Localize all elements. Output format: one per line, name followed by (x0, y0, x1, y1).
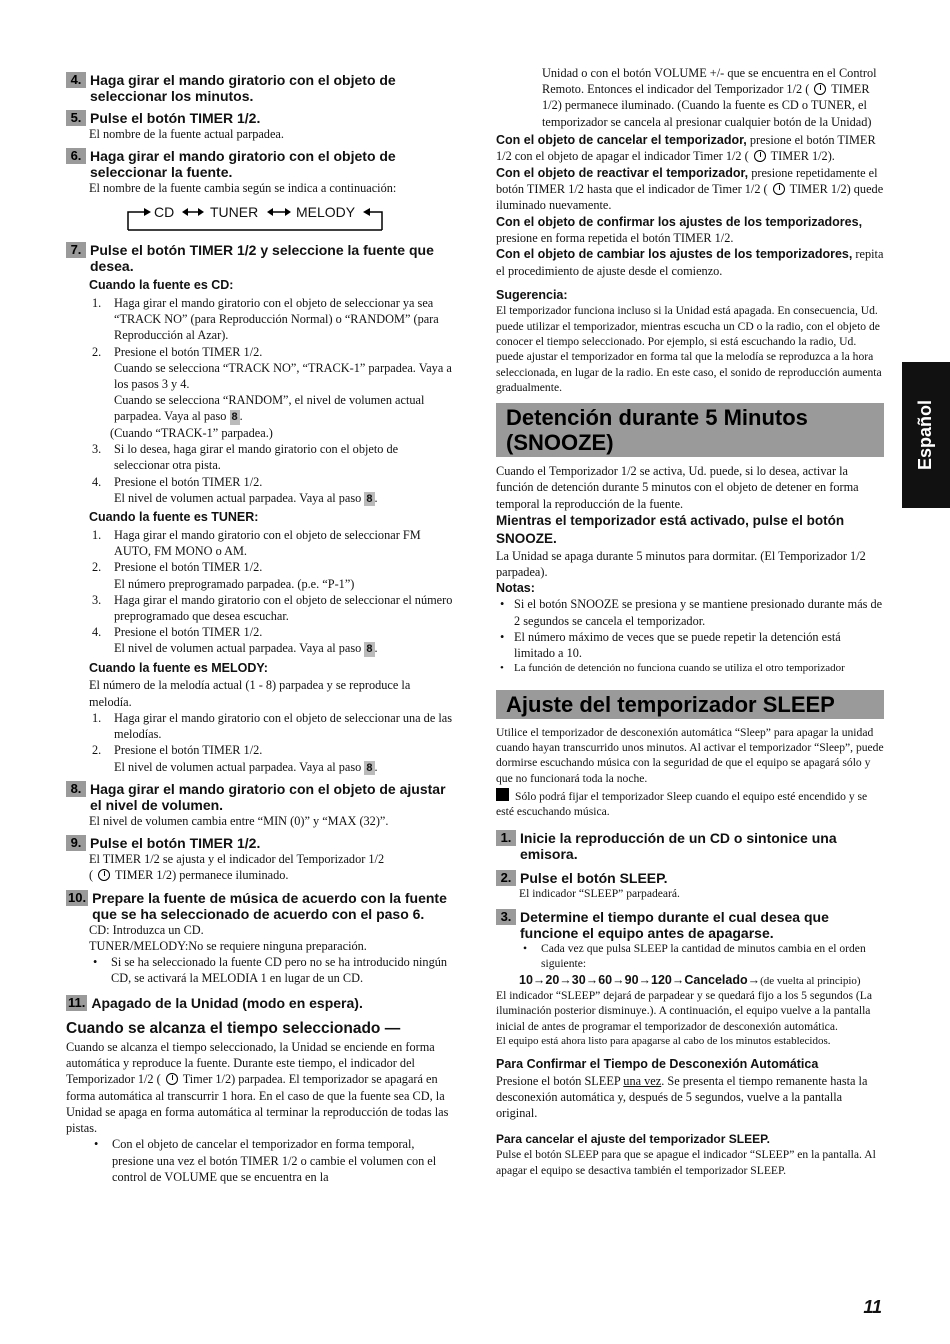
cd-list: 1. Haga girar el mando giratorio con el objeto de seleccionar ya sea “TRACK NO” (para Reproducción Normal) o “RANDOM” (para Reproducción al Azar). 2. Presione el botón TIMER 1/2. Cuando se selecciona “TRACK NO”, “TRACK-1” parpadea. Vaya a los pasos 3 y 4. Cuando se selecciona “RANDOM”, el nivel de volumen actual parpadea. Vaya al paso 8 . (92, 295, 452, 424)
language-tab: Español (902, 362, 950, 508)
step-5: 5. Pulse el botón TIMER 1/2. (66, 110, 454, 126)
timer-clock-icon (98, 869, 110, 881)
flow-melody: MELODY (296, 204, 356, 221)
flow-cd: CD (154, 204, 175, 221)
timer-clock-icon (814, 83, 826, 95)
page-number: 11 (863, 1297, 882, 1317)
sleep-step-3: 3. Determine el tiempo durante el cual desea que funcione el equipo antes de apagarse. (496, 909, 884, 941)
timer-clock-icon (773, 183, 785, 195)
step-9: 9. Pulse el botón TIMER 1/2. (66, 835, 454, 851)
source-cycle-diagram (126, 202, 384, 232)
step-7: 7. Pulse el botón TIMER 1/2 y seleccione la fuente que desea. (66, 242, 454, 274)
left-column: 4. Haga girar el mando giratorio con el objeto de seleccionar los minutos. 5. Pulse el botón TIMER 1/2. El nombre de la fuente actual parpadea. 6. Haga girar el mando giratorio con el objeto de seleccionar la fuente. El nombre de la fuente cambia según se indica a continuación: CD TUNER MELODY 7. Pulse el botón TIMER 1/2 y seleccione la fuente que desea. Cuando la fuente es CD: 1. Haga girar el mando giratorio con el objeto de seleccionar ya sea “TRACK NO” (para Reproducción Normal) o “RANDOM” (para Reproducción al Azar). 2. Presione el botón TIMER 1/2. Cuando se selecciona “TRACK NO”, “TRACK-1” parpadea. Vaya a los pasos 3 y 4. Cuando se selecciona “RANDOM”, el nivel de volumen actual parpadea. Vaya al paso 8 . (Cuando “TRACK-1” parpadea.) 3. Si lo desea, haga girar el mando giratorio con el objeto de seleccionar otra pista. 4. Presione el botón TIMER 1/2. El nivel de volumen actual parpadea. Vaya al paso 8 . Cuando la fuente es TUNER: 1. Haga girar el mando giratorio con el objeto de seleccionar FM AUTO, FM MONO o AM. 2. Presione el botón TIMER 1/2. El número preprogramado parpadea. (p.e. “P-1”) 3. Haga girar el mando giratorio con el objeto de seleccionar el número preprogramado que desea escuchar. 4. Presione el botón TIMER 1/2. El nivel de volumen actual parpadea. Vaya al paso 8 . Cuando la fuente es MELODY: El número de la melodía actual (1 - 8) parpadea y se reproduce la melodía. 1. Haga girar el mando giratorio con el objeto de seleccionar una de las melodías. 2. Presione el botón TIMER 1/2. El nivel de volumen actual parpadea. Vaya al paso 8 . 8. Haga girar el mando giratorio con el objeto de ajustar el nivel de volumen. El nivel de volumen cambia entre “MIN (0)” y “MAX (32)”. 9. Pulse el botón TIMER 1/2. El TIMER 1/2 se ajusta y el indicador del Temporizador 1/2 ( TIMER 1/2) permanece iluminado. 10. Prepare la fuente de música de acuerdo con la fuente que se ha seleccionado de acuerdo con el paso 6. CD: Introduzca un CD. TUNER/MELODY:No se requiere ninguna preparación. • Si se ha seleccionado la fuente CD pero no se ha introducido ningún CD, se activará la MELODIA 1 en lugar de un CD. 11. Apagado de la Unidad (modo en espera). Cuando se alcanza el tiempo seleccionado — Cuando se alcanza el tiempo seleccionado, la Unidad se enciende en forma automática y reproduce la fuente. Durante este tiempo, el indicador del Temporizador 1/2 ( Timer 1/2) parpadea. El temporizador se apagará en forma automática al transcurrir 1 hora. En el caso de que la fuente sea CD, la Unidad se apaga en forma automática al terminar la reproducción de todas las pistas. • Con el objeto de cancelar el temporizador en forma temporal, presione una vez el botón TIMER 1/2 o cambie el volumen con el control de VOLUME que se encuentra en la (66, 68, 454, 1185)
step-8: 8. Haga girar el mando giratorio con el objeto de ajustar el nivel de volumen. (66, 781, 454, 813)
sleep-step-2: 2. Pulse el botón SLEEP. (496, 870, 884, 886)
snooze-heading: Detención durante 5 Minutos (SNOOZE) (496, 403, 884, 457)
tuner-list: 1. Haga girar el mando giratorio con el objeto de seleccionar FM AUTO, FM MONO o AM. 2. Presione el botón TIMER 1/2. El número preprogramado parpadea. (p.e. “P-1”) 3. Haga girar el mando giratorio con el objeto de seleccionar el número preprogramado que desea escuchar. 4. Presione el botón TIMER 1/2. El nivel de volumen actual parpadea. Vaya al paso 8 . (92, 527, 453, 656)
flow-tuner: TUNER (210, 204, 259, 221)
right-column: Unidad o con el botón VOLUME +/- que se encuentra en el Control Remoto. Entonces el indicador del Temporizador 1/2 ( TIMER 1/2) permanece iluminado. (Cuando la fuente es CD o TUNER, el temporizador se cancela al presionar cualquier botón de la Unidad) Con el objeto de cancelar el temporizador, presione el botón TIMER 1/2 con el objeto de apagar el indicador Timer 1/2 ( TIMER 1/2). Con el objeto de reactivar el temporizador, presione repetidamente el botón TIMER 1/2 hasta que el indicador de Timer 1/2 ( TIMER 1/2) quede iluminado nuevamente. Con el objeto de confirmar los ajustes de los temporizadores, presione en forma repetida el botón TIMER 1/2. Con el objeto de cambiar los ajustes de los temporizadores, repita el procedimiento de ajuste desde el comienzo. Sugerencia: El temporizador funciona incluso si la Unidad está apagada. En consecuencia, Ud. puede utilizar el temporizador, mientras escucha un CD o la radio, con el objeto de conocer el tiempo seleccionado. Por ejemplo, si está escuchando la radio, Ud. puede ajustar el temporizador en forma tal que la melodía se reproduzca a la hora seleccionada, en lugar de la radio. En este caso, el sonido de reproducción aumenta gradualmente. Detención durante 5 Minutos (SNOOZE) Cuando el Temporizador 1/2 se activa, Ud. puede, si lo desea, activar la función de detención durante 5 minutos con el objeto de detener en forma temporal la reproducción de la fuente. Mientras el temporizador está activado, pulse el botón SNOOZE. La Unidad se apaga durante 5 minutos para dormitar. (El Temporizador 1/2 parpadea). Notas: • Si el botón SNOOZE se presiona y se mantiene presionado durante más de 2 segundos se cancela el temporizador. • El número máximo de veces que se puede repetir la detención está limitado a 10. • La función de detención no funciona cuando se utiliza el otro temporizador Ajuste del temporizador SLEEP Utilice el temporizador de desconexión automática “Sleep” para apagar la unidad cuando hayan transcurrido unos minutos. Al activar el temporizador “Sleep”, puede dormirse escuchando música con la seguridad de que el equipo se apagará sólo y que no funcionará toda la noche. Sólo podrá fijar el temporizador Sleep cuando el equipo esté encendido y se esté escuchando música. 1. Inicie la reproducción de un CD o sintonice una emisora. 2. Pulse el botón SLEEP. El indicador “SLEEP” parpadeará. 3. Determine el tiempo durante el cual desea que funcione el equipo antes de apagarse. • Cada vez que pulsa SLEEP la cantidad de minutos cambia en el orden siguiente: 10→20→30→60→90→120→Cancelado→(de vuelta al principio) El indicador “SLEEP” dejará de parpadear y se quedará fijo a los 5 segundos (La iluminación posterior disminuye.). A continuación, el equipo vuelve a la pantalla inicial de antes de programar el temporizador de desconexión automática. El equipo está ahora listo para apagarse al cabo de los minutos establecidos. Para Confirmar el Tiempo de Desconexión Automática Presione el botón SLEEP una vez. Se presenta el tiempo remanente hasta la desconexión automática y, después de 5 segundos, vuelve a la pantalla original. Para cancelar el ajuste del temporizador SLEEP. Pulse el botón SLEEP para que se apague el indicador “SLEEP” en la pantalla. Al apagar el equipo se desactiva también el temporizador SLEEP. (496, 65, 884, 1178)
timer-clock-icon (754, 150, 766, 162)
sleep-heading: Ajuste del temporizador SLEEP (496, 690, 884, 719)
step-4: 4. Haga girar el mando giratorio con el objeto de seleccionar los minutos. (66, 72, 454, 104)
sleep-step-1: 1. Inicie la reproducción de un CD o sintonice una emisora. (496, 830, 884, 862)
step-6: 6. Haga girar el mando giratorio con el objeto de seleccionar la fuente. (66, 148, 454, 180)
reached-heading: Cuando se alcanza el tiempo seleccionado — (66, 1019, 401, 1037)
step-11: 11. Apagado de la Unidad (modo en espera). (68, 994, 363, 1011)
timer-clock-icon (166, 1073, 178, 1085)
melody-list: 1. Haga girar el mando giratorio con el objeto de seleccionar una de las melodías. 2. Presione el botón TIMER 1/2. El nivel de volumen actual parpadea. Vaya al paso 8 . (92, 710, 453, 774)
step-10: 10. Prepare la fuente de música de acuerdo con la fuente que se ha seleccionado de acuerdo con el paso 6. (68, 889, 447, 922)
square-bullet-icon (496, 788, 509, 801)
